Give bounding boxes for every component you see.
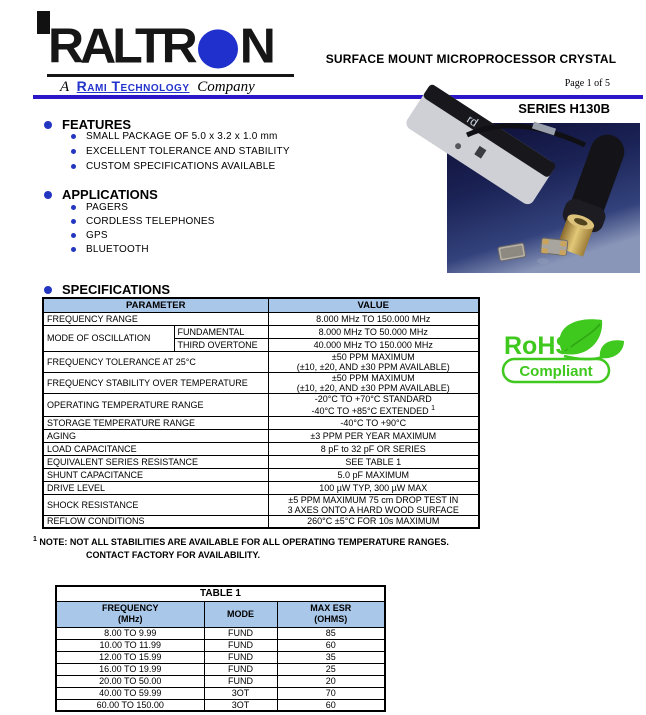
footnote-line1: NOTE: NOT ALL STABILITIES ARE AVAILABLE FOR ALL OPERATING TEMPERATURE RANGES. [39,537,449,547]
item-bullet-icon [71,233,76,238]
feature-item-label: CUSTOM SPECIFICATIONS AVAILABLE [86,161,276,172]
list-item [71,159,290,174]
rohs-compliant-text: Compliant [519,363,593,380]
feature-item-label: SMALL PACKAGE OF 5.0 x 3.2 x 1.0 mm [86,131,278,142]
document-title: SURFACE MOUNT MICROPROCESSOR CRYSTAL [325,52,617,66]
svg-text:rd: rd [464,112,481,130]
specifications-heading-label: SPECIFICATIONS [62,282,171,297]
section-bullet-icon [44,121,52,129]
table-title-row [56,586,385,601]
product-photo-image [447,112,640,273]
column-header-max-esr: MAX ESR (OHMS) [277,601,385,627]
application-item-label: CORDLESS TELEPHONES [86,215,215,227]
table-row: 10.00 TO 11.99 FUND 60 [56,639,385,651]
table-row: FREQUENCY RANGE 8.000 MHz TO 150.000 MHz [43,312,479,325]
table-row: 12.00 TO 15.99 FUND 35 [56,651,385,663]
column-header-parameter: PARAMETER [43,298,268,312]
applications-list [71,200,215,256]
item-bullet-icon [71,149,76,154]
list-item [71,214,215,228]
table-row: 16.00 TO 19.99 FUND 25 [56,663,385,675]
table-row: FREQUENCY TOLERANCE AT 25°C ±50 PPM MAXIMUM (±10, ±20, AND ±30 PPM AVAILABLE) [43,351,479,372]
item-bullet-icon [71,219,76,224]
application-item-label: BLUETOOTH [86,243,149,255]
footnote [33,533,513,562]
table1-title: TABLE 1 [56,586,385,601]
item-bullet-icon [71,134,76,139]
product-photo [447,112,640,273]
table-row: REFLOW CONDITIONS 260°C ±5°C FOR 10s MAXIMUM [43,515,479,528]
list-item [71,228,215,242]
raltron-logo [48,19,272,74]
tagline-suffix: Company [197,79,255,95]
tagline-prefix: A [60,79,69,95]
column-header-frequency: FREQUENCY (MHz) [56,601,204,627]
table-row: 20.00 TO 50.00 FUND 20 [56,675,385,687]
table-row: SHUNT CAPACITANCE 5.0 pF MAXIMUM [43,468,479,481]
logo-text-part1: RALTR [48,18,194,74]
applications-heading-label: APPLICATIONS [62,187,158,202]
table-row: DRIVE LEVEL 100 µW TYP, 300 µW MAX [43,481,479,494]
series-title: SERIES H130B [518,101,610,116]
application-item-label: GPS [86,229,108,241]
table-row: STORAGE TEMPERATURE RANGE -40°C TO +90°C [43,416,479,429]
features-heading-label: FEATURES [62,117,132,132]
logo-tagline [60,78,255,96]
table-row: THIRD OVERTONE 40.000 MHz TO 150.000 MHz [43,338,479,351]
table-row: AGING ±3 PPM PER YEAR MAXIMUM [43,429,479,442]
table-row: MODE OF OSCILLATION FUNDAMENTAL 8.000 MHz TO 50.000 MHz [43,325,479,338]
rohs-compliant-logo [500,314,640,392]
list-item [71,129,290,144]
crystal-shape [540,238,567,256]
item-bullet-icon [71,247,76,252]
logo-o-dot-icon [198,29,238,68]
footnote-line2: CONTACT FACTORY FOR AVAILABILITY. [86,550,260,560]
esr-table [55,585,386,712]
features-list [71,129,290,174]
table-header-row [56,601,385,627]
tagline-brand: Rami Technology [76,78,190,94]
list-item [71,242,215,256]
table-row: OPERATING TEMPERATURE RANGE -20°C TO +70°C STANDARD -40°C TO +85°C EXTENDED $^1$ [43,393,479,416]
item-bullet-icon [71,164,76,169]
column-header-value: VALUE [268,298,479,312]
table-row: SHOCK RESISTANCE ±5 PPM MAXIMUM 75 cm DROP TEST IN 3 AXES ONTO A HARD WOOD SURFACE [43,494,479,515]
table-row: 8.00 TO 9.99 FUND 85 [56,627,385,639]
feature-item-label: EXCELLENT TOLERANCE AND STABILITY [86,146,290,157]
logo-underline [47,74,294,77]
table-header-row [43,298,479,312]
section-bullet-icon [44,191,52,199]
table-row: FREQUENCY STABILITY OVER TEMPERATURE ±50 PPM MAXIMUM (±10, ±20, AND ±30 PPM AVAILABLE) [43,372,479,393]
table-row: 40.00 TO 59.99 3OT 70 [56,687,385,699]
column-header-mode: MODE [204,601,277,627]
section-bullet-icon [44,286,52,294]
rohs-text: RoHS [504,332,573,360]
table-row: LOAD CAPACITANCE 8 pF to 32 pF OR SERIES [43,442,479,455]
table-row: 60.00 TO 150.00 3OT 60 [56,699,385,711]
header-divider [33,95,643,99]
list-item [71,200,215,214]
specifications-heading [44,282,170,297]
table-row: EQUIVALENT SERIES RESISTANCE SEE TABLE 1 [43,455,479,468]
item-bullet-icon [71,205,76,210]
page-number: Page 1 of 5 [564,78,610,89]
application-item-label: PAGERS [86,201,129,213]
footnote-superscript: 1 [33,536,37,543]
logo-text-part2: N [239,18,272,74]
rohs-leaf-icon [500,314,640,392]
specifications-table [42,297,480,529]
list-item [71,144,290,159]
